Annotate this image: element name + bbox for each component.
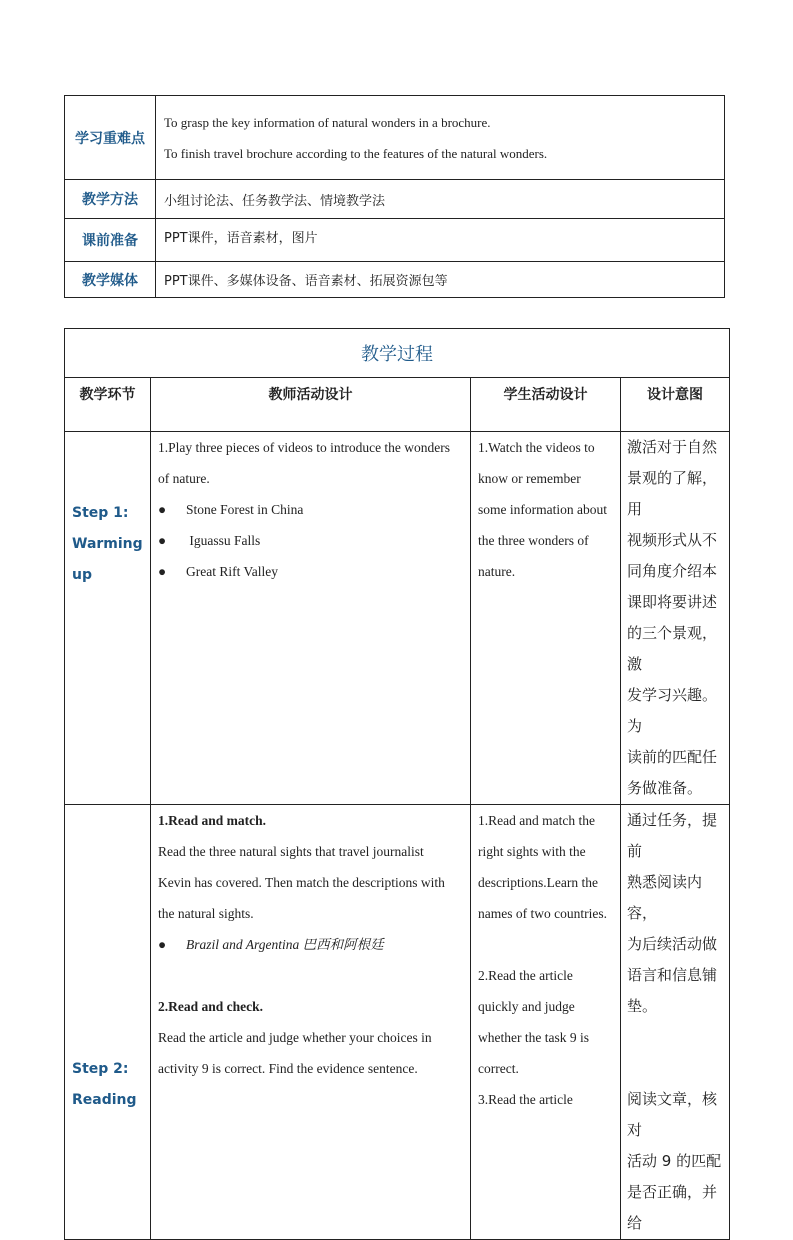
step-2-intent: [621, 805, 730, 1240]
student-line: 1.Read and match the: [478, 813, 595, 828]
value-method: 小组讨论法、任务教学法、情境教学法: [156, 180, 725, 219]
intent-line: 发学习兴趣。为: [627, 686, 718, 735]
step-2-line-1: Step 2:: [72, 1061, 129, 1077]
intent-line: 是否正确，并给: [627, 1183, 718, 1232]
step-1-intent: [621, 432, 730, 805]
header-teacher: 教师活动设计: [151, 378, 471, 432]
process-title: 教学过程: [65, 329, 730, 378]
task-1-line: Kevin has covered. Then match the descriptions with: [158, 875, 445, 890]
student-line: quickly and judge: [478, 999, 575, 1014]
header-stage: 教学环节: [65, 378, 151, 432]
intent-line: 通过任务，提前: [627, 811, 718, 860]
step-1-line-1: Step 1:: [72, 505, 129, 521]
task-2-line: Read the article and judge whether your choices in: [158, 1030, 432, 1045]
intent-line: 阅读文章，核对: [627, 1090, 718, 1139]
header-student: 学生活动设计: [471, 378, 621, 432]
student-line: 3.Read the article: [478, 1092, 573, 1107]
intent-line: 语言和信息铺: [627, 966, 718, 984]
label-method: 教学方法: [65, 180, 156, 219]
intent-line: 务做准备。: [627, 779, 703, 797]
intent-line: 熟悉阅读内容，: [627, 873, 703, 922]
value-media: PPT课件、多媒体设备、语音素材、拓展资源包等: [156, 262, 725, 298]
intent-line: 视频形式从不: [627, 531, 718, 549]
key-point-line-2: To finish travel brochure according to the features of the natural wonders.: [164, 145, 548, 161]
task-2-line: activity 9 is correct. Find the evidence sentence.: [158, 1061, 418, 1076]
student-line: descriptions.Learn the: [478, 875, 598, 890]
value-key-points: [156, 96, 725, 180]
task-1-title: 1.Read and match.: [158, 813, 267, 828]
task-2-title: 2.Read and check.: [158, 999, 264, 1014]
step-1-label: [65, 432, 151, 805]
bullet-item: ● Great Rift Valley: [158, 564, 278, 579]
student-line: 1.Watch the videos to: [478, 440, 595, 455]
label-preparation: 课前准备: [65, 219, 156, 262]
step-2-line-2: Reading: [72, 1092, 137, 1108]
student-line: correct.: [478, 1061, 519, 1076]
step-2-label: [65, 805, 151, 1240]
task-1-line: the natural sights.: [158, 906, 254, 921]
intent-line: 激活对于自然: [627, 438, 718, 456]
label-media: 教学媒体: [65, 262, 156, 298]
intent-line: 读前的匹配任: [627, 748, 718, 766]
student-line: some information about: [478, 502, 607, 517]
value-preparation: PPT课件，语音素材，图片: [156, 219, 725, 262]
student-line: nature.: [478, 564, 516, 579]
student-line: whether the task 9 is: [478, 1030, 589, 1045]
bullet-item: ● Brazil and Argentina 巴西和阿根廷: [158, 937, 384, 952]
step-1-line-3: up: [72, 567, 92, 583]
process-table: [64, 328, 730, 1240]
student-line: 2.Read the article: [478, 968, 573, 983]
teacher-intro-1: 1.Play three pieces of videos to introduce the wonders: [158, 440, 451, 455]
step-1-line-2: Warming: [72, 536, 143, 552]
intent-line: 的三个景观，激: [627, 624, 718, 673]
header-intent: 设计意图: [621, 378, 730, 432]
student-line: names of two countries.: [478, 906, 607, 921]
intent-line: 同角度介绍本: [627, 562, 718, 580]
student-line: the three wonders of: [478, 533, 589, 548]
label-key-points: 学习重难点: [65, 96, 156, 180]
student-line: right sights with the: [478, 844, 586, 859]
step-1-teacher: [151, 432, 471, 805]
key-point-line-1: To grasp the key information of natural wonders in a brochure.: [164, 114, 491, 130]
info-table: [64, 95, 725, 298]
task-1-line: Read the three natural sights that travel journalist: [158, 844, 424, 859]
intent-line: 为后续活动做: [627, 935, 718, 953]
intent-line: 景观的了解，用: [627, 469, 718, 518]
step-2-teacher: [151, 805, 471, 1240]
bullet-item: ● Iguassu Falls: [158, 533, 261, 548]
bullet-item: ● Stone Forest in China: [158, 502, 304, 517]
intent-line: 活动 9 的匹配: [627, 1152, 722, 1170]
student-line: know or remember: [478, 471, 581, 486]
step-1-student: [471, 432, 621, 805]
intent-line: 课即将要讲述: [627, 593, 718, 611]
intent-line: 垫。: [627, 997, 658, 1015]
step-2-student: [471, 805, 621, 1240]
teacher-intro-2: of nature.: [158, 471, 210, 486]
